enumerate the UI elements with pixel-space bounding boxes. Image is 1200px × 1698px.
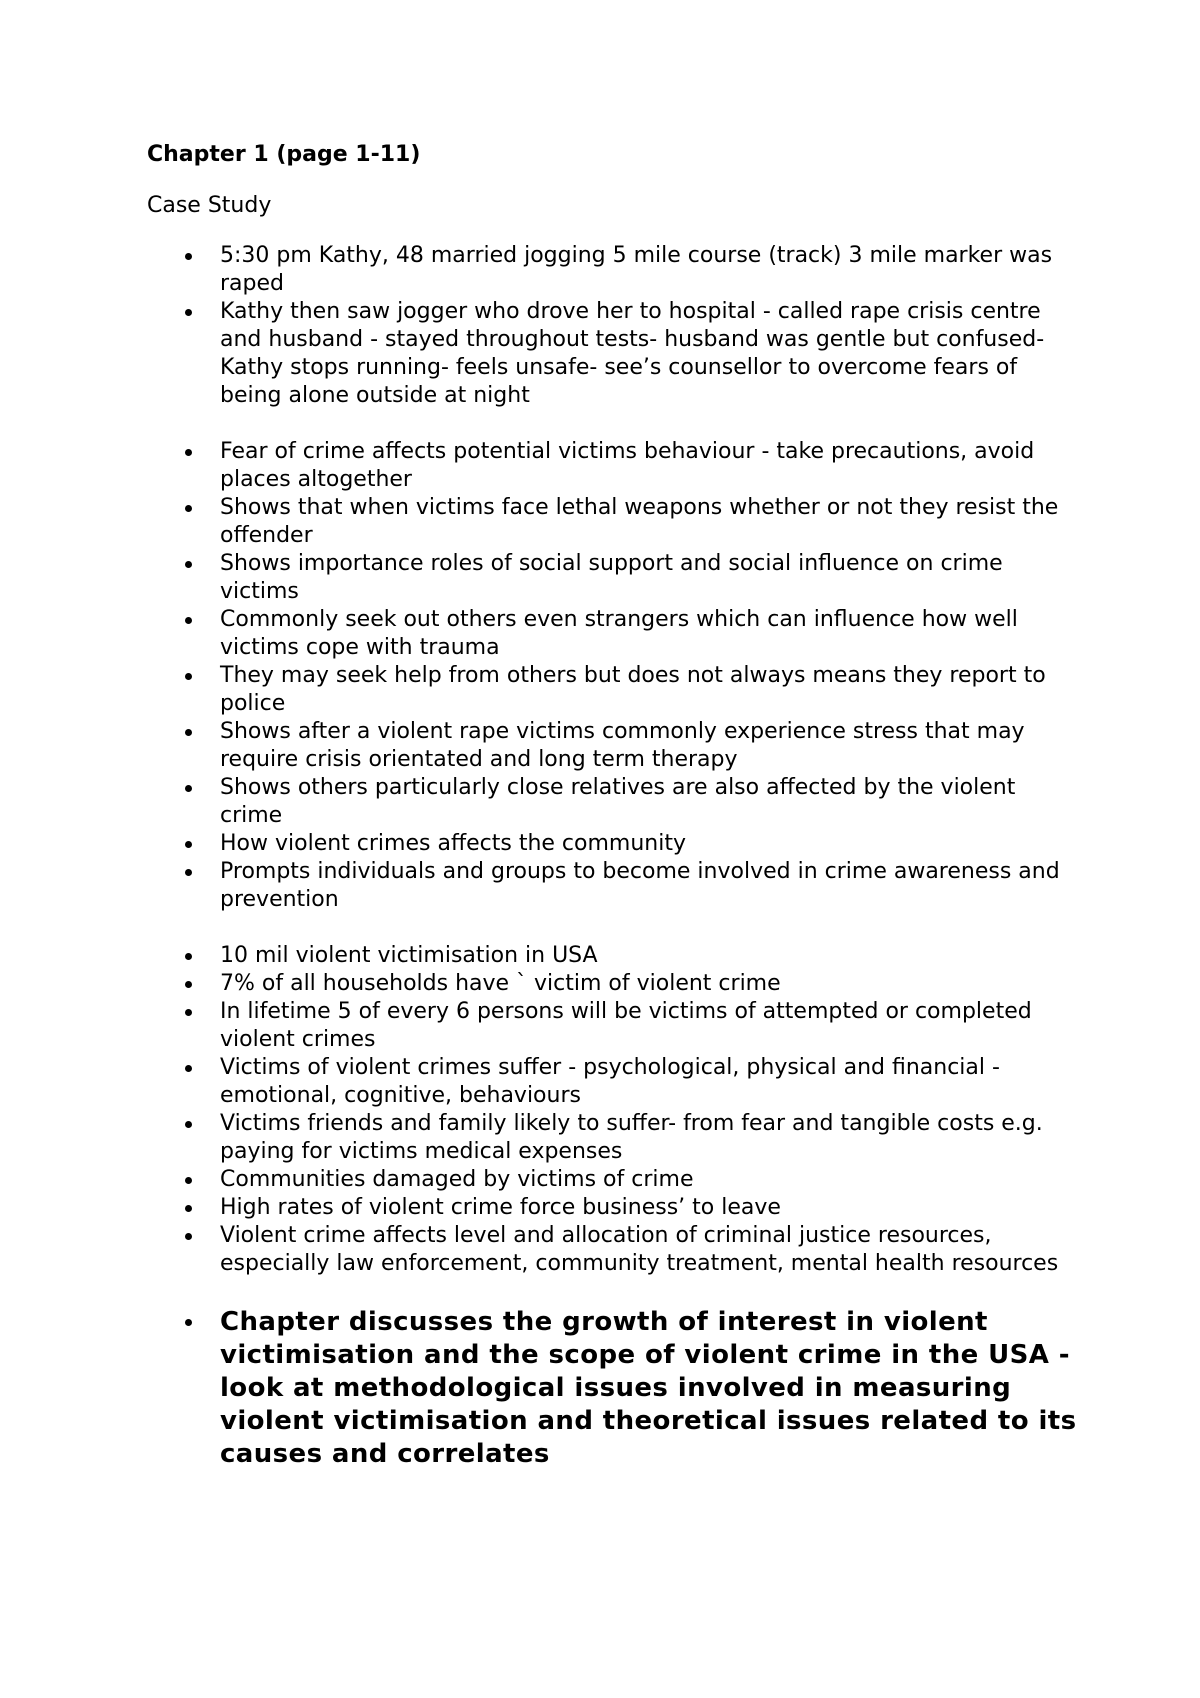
list-item-text: 7% of all households have ` victim of violent crime bbox=[220, 971, 781, 996]
bullet-icon bbox=[185, 1233, 192, 1240]
bullet-icon bbox=[185, 869, 192, 876]
document-page bbox=[147, 140, 1077, 1471]
list-item bbox=[147, 1194, 1077, 1222]
bullet-icon bbox=[185, 1319, 192, 1326]
summary-list bbox=[147, 1306, 1077, 1471]
case-study-label: Case Study bbox=[147, 193, 272, 218]
list-item bbox=[147, 242, 1077, 298]
bullet-icon bbox=[185, 253, 192, 260]
bullet-icon bbox=[185, 1177, 192, 1184]
list-item bbox=[147, 774, 1077, 830]
list-item-text: Shows that when victims face lethal weapons whether or not they resist the offender bbox=[220, 495, 1059, 548]
list-item-text: Communities damaged by victims of crime bbox=[220, 1167, 694, 1192]
bullet-icon bbox=[185, 1121, 192, 1128]
list-item-text: How violent crimes affects the community bbox=[220, 831, 686, 856]
bullet-icon bbox=[185, 1205, 192, 1212]
list-item-text: Commonly seek out others even strangers which can influence how well victims cope with trauma bbox=[220, 607, 1018, 660]
list-item bbox=[147, 858, 1077, 914]
bullet-icon bbox=[185, 841, 192, 848]
list-item-text: Violent crime affects level and allocation of criminal justice resources, especially law enforcement, community treatment, mental health resources bbox=[220, 1223, 1059, 1276]
case-findings-list bbox=[147, 438, 1077, 914]
list-item-text: Victims of violent crimes suffer - psychological, physical and financial - emotional, cognitive, behaviours bbox=[220, 1055, 1000, 1108]
list-item bbox=[147, 438, 1077, 494]
list-item bbox=[147, 830, 1077, 858]
list-item bbox=[147, 718, 1077, 774]
list-item-text: In lifetime 5 of every 6 persons will be victims of attempted or completed violent crimes bbox=[220, 999, 1032, 1052]
bullet-icon bbox=[185, 1065, 192, 1072]
paragraph-gap bbox=[147, 1278, 1077, 1306]
list-item-text: 10 mil violent victimisation in USA bbox=[220, 943, 598, 968]
case-study-list bbox=[147, 242, 1077, 410]
list-item-text: High rates of violent crime force business’ to leave bbox=[220, 1195, 781, 1220]
bullet-icon bbox=[185, 561, 192, 568]
list-item bbox=[147, 970, 1077, 998]
list-item-text: Shows after a violent rape victims commonly experience stress that may require crisis orientated and long term therapy bbox=[220, 719, 1025, 772]
bullet-icon bbox=[185, 673, 192, 680]
list-item-text: Fear of crime affects potential victims behaviour - take precautions, avoid places altogether bbox=[220, 439, 1035, 492]
list-item bbox=[147, 662, 1077, 718]
list-item bbox=[147, 606, 1077, 662]
list-item bbox=[147, 1054, 1077, 1110]
bullet-icon bbox=[185, 309, 192, 316]
bullet-icon bbox=[185, 505, 192, 512]
bullet-icon bbox=[185, 729, 192, 736]
list-item-text: Kathy then saw jogger who drove her to hospital - called rape crisis centre and husband - stayed throughout tests- husband was gentle but confused- Kathy stops running- feels unsafe- see’s counsellor to overcome fears of being alone outside at night bbox=[220, 299, 1045, 408]
list-item bbox=[147, 1222, 1077, 1278]
list-item bbox=[147, 1306, 1077, 1471]
list-item bbox=[147, 298, 1077, 410]
paragraph-gap bbox=[147, 410, 1077, 438]
bullet-icon bbox=[185, 617, 192, 624]
chapter-heading: Chapter 1 (page 1-11) bbox=[147, 142, 421, 167]
bullet-icon bbox=[185, 785, 192, 792]
bullet-icon bbox=[185, 449, 192, 456]
summary-text: Chapter discusses the growth of interest in violent victimisation and the scope of violent crime in the USA - look at methodological issues involved in measuring violent victimisation and theoretical issues related to its causes and correlates bbox=[220, 1307, 1077, 1469]
paragraph-gap bbox=[147, 914, 1077, 942]
list-item-text: Shows importance roles of social support and social influence on crime victims bbox=[220, 551, 1003, 604]
list-item bbox=[147, 1166, 1077, 1194]
statistics-list bbox=[147, 942, 1077, 1278]
list-item-text: Victims friends and family likely to suffer- from fear and tangible costs e.g. paying for victims medical expenses bbox=[220, 1111, 1043, 1164]
list-item bbox=[147, 1110, 1077, 1166]
bullet-icon bbox=[185, 953, 192, 960]
list-item-text: Prompts individuals and groups to become involved in crime awareness and prevention bbox=[220, 859, 1060, 912]
list-item bbox=[147, 494, 1077, 550]
list-item-text: Shows others particularly close relatives are also affected by the violent crime bbox=[220, 775, 1016, 828]
list-item-text: 5:30 pm Kathy, 48 married jogging 5 mile course (track) 3 mile marker was raped bbox=[220, 243, 1053, 296]
list-item bbox=[147, 550, 1077, 606]
list-item bbox=[147, 942, 1077, 970]
bullet-icon bbox=[185, 981, 192, 988]
list-item bbox=[147, 998, 1077, 1054]
list-item-text: They may seek help from others but does not always means they report to police bbox=[220, 663, 1046, 716]
bullet-icon bbox=[185, 1009, 192, 1016]
